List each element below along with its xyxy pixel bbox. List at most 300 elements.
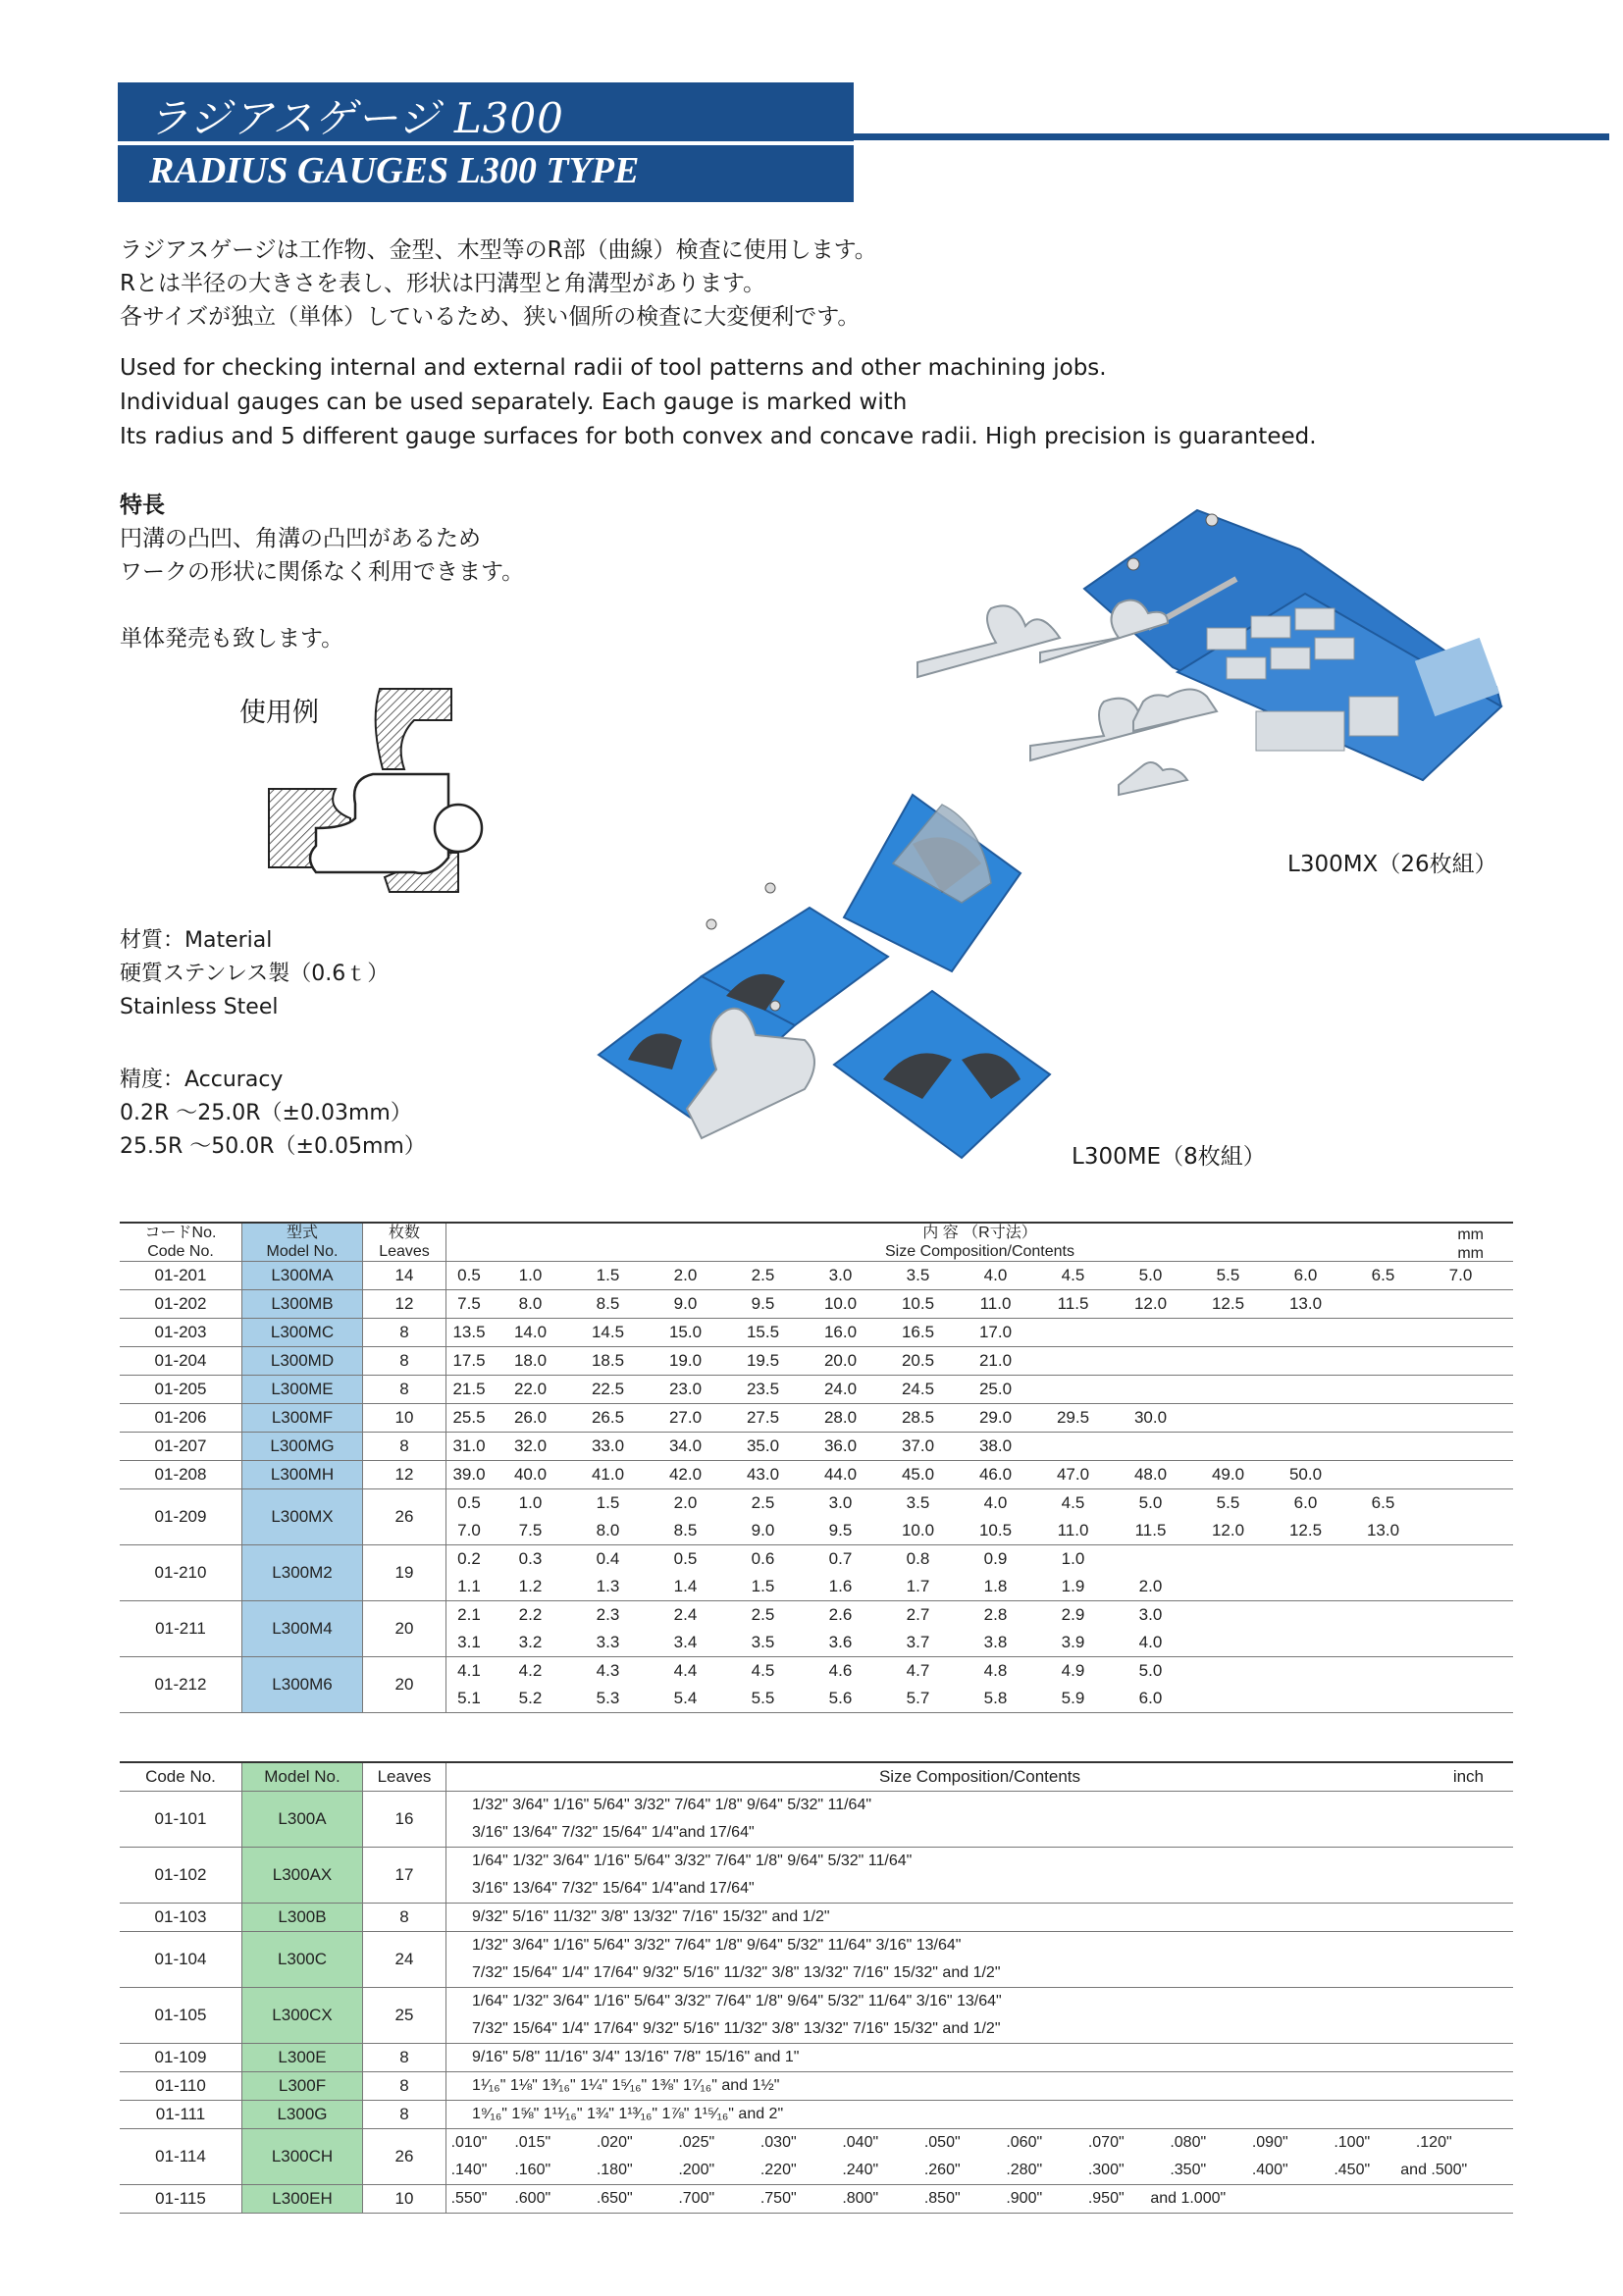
- contents-line: [446, 1347, 1513, 1375]
- caption-l300mx: L300MX（26枚組）: [1287, 852, 1497, 877]
- size-value: 3.2: [518, 1633, 543, 1651]
- code-cell: 01-105: [120, 1988, 242, 2044]
- size-value: 43.0: [746, 1465, 780, 1484]
- table-row: [120, 2185, 1513, 2214]
- contents-line: 1⁹⁄₁₆" 1⅝" 1¹¹⁄₁₆" 1¾" 1¹³⁄₁₆" 1⅞" 1¹⁵⁄₁₆" and 2": [472, 2106, 784, 2122]
- size-value: .950": [1087, 2190, 1125, 2207]
- header-leaves: [363, 1223, 446, 1262]
- contents-cell: [446, 1433, 1514, 1461]
- leaves-cell: 10: [363, 1404, 446, 1433]
- size-value: 21.5: [452, 1380, 486, 1398]
- contents-line: 9/16" 5/8" 11/16" 3/4" 13/16" 7/8" 15/16" and 1": [472, 2049, 800, 2065]
- model-cell: L300F: [242, 2072, 363, 2101]
- model-cell: L300CX: [242, 1988, 363, 2044]
- size-value: 14.5: [591, 1323, 625, 1341]
- size-value: .800": [842, 2190, 879, 2207]
- size-value: 0.5: [457, 1493, 481, 1512]
- model-cell: L300C: [242, 1932, 363, 1988]
- size-value: .140": [450, 2162, 488, 2178]
- contents-cell: [446, 1848, 1514, 1904]
- page-title-jp: ラジアスゲージ L300: [147, 94, 564, 142]
- size-value: 1.7: [906, 1577, 930, 1595]
- size-value: .450": [1334, 2162, 1371, 2178]
- contents-cell: [446, 1461, 1514, 1489]
- intro-en-line: Used for checking internal and external radii of tool patterns and other machining jobs.: [120, 355, 1107, 381]
- metric-table-header: [120, 1223, 1513, 1262]
- size-value: 45.0: [901, 1465, 935, 1484]
- size-value: 29.5: [1056, 1408, 1090, 1427]
- size-value: 3.4: [673, 1633, 698, 1651]
- size-value: 14.0: [513, 1323, 548, 1341]
- contents-line: [446, 1573, 1513, 1600]
- header-code: [120, 1223, 242, 1262]
- size-value: 4.5: [1061, 1493, 1085, 1512]
- size-value: 2.2: [518, 1605, 543, 1624]
- size-value: 11.0: [1057, 1521, 1089, 1539]
- size-value: 1.5: [596, 1266, 620, 1284]
- header-code: Code No.: [120, 1762, 242, 1792]
- size-value: .300": [1087, 2162, 1125, 2178]
- size-value: 8.5: [673, 1521, 698, 1539]
- header-unit: [1457, 1226, 1484, 1263]
- contents-line: [446, 2129, 1511, 2157]
- size-value: 30.0: [1133, 1408, 1168, 1427]
- header-model-jp: 型式: [286, 1225, 318, 1241]
- size-value: 3.6: [828, 1633, 853, 1651]
- size-value: 27.5: [746, 1408, 780, 1427]
- accuracy-range-1: 0.2R ～25.0R（±0.03mm）: [120, 1101, 412, 1125]
- code-cell: 01-207: [120, 1433, 242, 1461]
- code-cell: 01-206: [120, 1404, 242, 1433]
- metric-table: [120, 1222, 1513, 1713]
- size-value: 11.0: [979, 1294, 1012, 1313]
- size-value: .180": [596, 2162, 633, 2178]
- size-value: 0.6: [751, 1549, 775, 1568]
- size-value: 39.0: [452, 1465, 486, 1484]
- size-value: .080": [1170, 2134, 1207, 2151]
- header-leaves-en: Leaves: [379, 1243, 430, 1260]
- header-model: [242, 1223, 363, 1262]
- size-value: 5.0: [1138, 1493, 1163, 1512]
- contents-cell: [446, 2044, 1514, 2072]
- size-value: 5.8: [983, 1689, 1008, 1707]
- size-value: 2.5: [751, 1605, 775, 1624]
- size-value: .160": [514, 2162, 551, 2178]
- contents-line: 1¹⁄₁₆" 1⅛" 1³⁄₁₆" 1¼" 1⁵⁄₁₆" 1⅜" 1⁷⁄₁₆" and 1½": [472, 2077, 780, 2094]
- size-value: 4.8: [983, 1661, 1008, 1680]
- contents-cell: [446, 1792, 1514, 1848]
- code-cell: 01-205: [120, 1376, 242, 1404]
- size-value: .700": [678, 2190, 715, 2207]
- size-value: 20.5: [901, 1351, 935, 1370]
- size-value: 5.4: [673, 1689, 698, 1707]
- size-value: 5.6: [828, 1689, 853, 1707]
- size-value: 16.0: [823, 1323, 858, 1341]
- material-jp: 硬質ステンレス製（0.6ｔ）: [120, 962, 390, 986]
- size-value: 2.4: [673, 1605, 698, 1624]
- size-value: 40.0: [513, 1465, 548, 1484]
- size-value: 0.7: [828, 1549, 853, 1568]
- size-value: 13.5: [452, 1323, 486, 1341]
- size-value: 1.9: [1061, 1577, 1085, 1595]
- header-contents: [446, 1223, 1514, 1262]
- size-value: 3.8: [983, 1633, 1008, 1651]
- code-cell: 01-211: [120, 1601, 242, 1657]
- size-value: 9.5: [751, 1294, 775, 1313]
- leaves-cell: 20: [363, 1601, 446, 1657]
- contents-line: [446, 1376, 1513, 1403]
- size-value: 4.3: [596, 1661, 620, 1680]
- size-value: .850": [923, 2190, 961, 2207]
- size-value: 4.0: [1138, 1633, 1163, 1651]
- inch-table-header: [120, 1762, 1513, 1792]
- size-value: 1.0: [1061, 1549, 1085, 1568]
- table-row: [120, 1489, 1513, 1545]
- size-value: 4.9: [1061, 1661, 1085, 1680]
- table-row: [120, 1319, 1513, 1347]
- size-value: 4.5: [1061, 1266, 1085, 1284]
- size-value: 0.5: [457, 1266, 481, 1284]
- model-cell: L300EH: [242, 2185, 363, 2214]
- leaves-cell: 20: [363, 1657, 446, 1713]
- size-value: .100": [1334, 2134, 1371, 2151]
- size-value: 31.0: [452, 1436, 486, 1455]
- leaves-cell: 8: [363, 1319, 446, 1347]
- size-value: 8.0: [518, 1294, 543, 1313]
- caption-l300me: L300ME（8枚組）: [1072, 1144, 1266, 1170]
- size-value: .070": [1087, 2134, 1125, 2151]
- contents-cell: [446, 1489, 1514, 1545]
- size-value: 3.1: [457, 1633, 481, 1651]
- size-value: .220": [759, 2162, 797, 2178]
- contents-cell: [446, 1290, 1514, 1319]
- size-value: 4.0: [983, 1266, 1008, 1284]
- size-value: 23.0: [668, 1380, 703, 1398]
- size-value: 18.0: [513, 1351, 548, 1370]
- code-cell: 01-209: [120, 1489, 242, 1545]
- size-value: 15.5: [746, 1323, 780, 1341]
- size-value: 36.0: [823, 1436, 858, 1455]
- size-value: 5.5: [1216, 1493, 1240, 1512]
- contents-line: [446, 1545, 1513, 1573]
- features-line: ワークの形状に関係なく利用できます。: [120, 559, 525, 585]
- header-model: Model No.: [242, 1762, 363, 1792]
- contents-line: 3/16" 13/64" 7/32" 15/64" 1/4"and 17/64": [472, 1824, 755, 1841]
- contents-cell: [446, 2072, 1514, 2101]
- size-value: 2.5: [751, 1493, 775, 1512]
- size-value: 4.5: [751, 1661, 775, 1680]
- code-cell: 01-204: [120, 1347, 242, 1376]
- contents-cell: [446, 1404, 1514, 1433]
- contents-line: 1/32" 3/64" 1/16" 5/64" 3/32" 7/64" 1/8" 9/64" 5/32" 11/64": [472, 1797, 872, 1813]
- size-value: 5.2: [518, 1689, 543, 1707]
- size-value: 20.0: [823, 1351, 858, 1370]
- code-cell: 01-109: [120, 2044, 242, 2072]
- size-value: 0.8: [906, 1549, 930, 1568]
- features-line: 円溝の凸凹、角溝の凸凹があるため: [120, 526, 481, 551]
- table-row: [120, 1347, 1513, 1376]
- leaves-cell: 26: [363, 2129, 446, 2185]
- header-contents: [446, 1762, 1514, 1792]
- contents-cell: [446, 1545, 1514, 1601]
- size-value: 18.5: [591, 1351, 625, 1370]
- size-value: 3.9: [1061, 1633, 1085, 1651]
- contents-line: 3/16" 13/64" 7/32" 15/64" 1/4"and 17/64": [472, 1880, 755, 1897]
- code-cell: 01-101: [120, 1792, 242, 1848]
- size-value: .400": [1251, 2162, 1288, 2178]
- size-value: 4.7: [906, 1661, 930, 1680]
- size-value: .015": [514, 2134, 551, 2151]
- leaves-cell: 24: [363, 1932, 446, 1988]
- size-value: 19.0: [668, 1351, 703, 1370]
- code-cell: 01-111: [120, 2101, 242, 2129]
- table-row: [120, 1657, 1513, 1713]
- page-title-en: RADIUS GAUGES L300 TYPE: [149, 150, 640, 191]
- size-value: 2.0: [1138, 1577, 1163, 1595]
- contents-cell: [446, 2129, 1514, 2185]
- size-value: 5.5: [751, 1689, 775, 1707]
- contents-line: [446, 1489, 1513, 1517]
- size-value: 8.5: [596, 1294, 620, 1313]
- table-row: [120, 1601, 1513, 1657]
- contents-cell: [446, 1262, 1514, 1290]
- size-value: 3.0: [1138, 1605, 1163, 1624]
- size-value: 0.9: [983, 1549, 1008, 1568]
- size-value: 37.0: [901, 1436, 935, 1455]
- size-value: 50.0: [1288, 1465, 1323, 1484]
- size-value: 3.5: [751, 1633, 775, 1651]
- model-cell: L300MC: [242, 1319, 363, 1347]
- size-value: 3.3: [596, 1633, 620, 1651]
- table-row: [120, 2072, 1513, 2101]
- table-row: [120, 1545, 1513, 1601]
- table-row: [120, 1433, 1513, 1461]
- size-value: 5.1: [457, 1689, 481, 1707]
- code-cell: 01-103: [120, 1904, 242, 1932]
- size-value: 0.2: [457, 1549, 481, 1568]
- table-row: [120, 1262, 1513, 1290]
- contents-line: 7/32" 15/64" 1/4" 17/64" 9/32" 5/16" 11/32" 3/8" 13/32" 7/16" 15/32" and 1/2": [472, 1964, 1001, 1981]
- leaves-cell: 10: [363, 2185, 446, 2214]
- l300mx-product-image: [913, 500, 1521, 834]
- code-cell: 01-203: [120, 1319, 242, 1347]
- size-value: 8.0: [596, 1521, 620, 1539]
- contents-line: 9/32" 5/16" 11/32" 3/8" 13/32" 7/16" 15/32" and 1/2": [472, 1908, 830, 1925]
- size-value: 44.0: [823, 1465, 858, 1484]
- intro-jp-line: Rとは半径の大きさを表し、形状は円溝型と角溝型があります。: [120, 271, 766, 296]
- contents-line: 1/32" 3/64" 1/16" 5/64" 3/32" 7/64" 1/8" 9/64" 5/32" 11/64" 3/16" 13/64": [472, 1937, 962, 1954]
- header-contents-label: Size Composition/Contents: [878, 1767, 1081, 1786]
- leaves-cell: 8: [363, 1433, 446, 1461]
- size-value: 2.0: [673, 1493, 698, 1512]
- code-cell: 01-208: [120, 1461, 242, 1489]
- leaves-cell: 8: [363, 1904, 446, 1932]
- size-value: 6.5: [1371, 1266, 1395, 1284]
- size-value: 7.0: [1448, 1266, 1473, 1284]
- size-value: 23.5: [746, 1380, 780, 1398]
- size-value: 4.0: [983, 1493, 1008, 1512]
- table-row: [120, 1904, 1513, 1932]
- size-value: 7.5: [518, 1521, 543, 1539]
- size-value: .120": [1415, 2134, 1452, 2151]
- size-value: 2.6: [828, 1605, 853, 1624]
- size-value: 17.0: [978, 1323, 1013, 1341]
- contents-line: [446, 1685, 1513, 1712]
- leaves-cell: 17: [363, 1848, 446, 1904]
- intro-jp-line: ラジアスゲージは工作物、金型、木型等のR部（曲線）検査に使用します。: [120, 237, 877, 263]
- contents-line: 1/64" 1/32" 3/64" 1/16" 5/64" 3/32" 7/64" 1/8" 9/64" 5/32" 11/64": [472, 1852, 913, 1869]
- size-value: .750": [759, 2190, 797, 2207]
- size-value: .900": [1006, 2190, 1043, 2207]
- size-value: 33.0: [591, 1436, 625, 1455]
- contents-line: [446, 1461, 1513, 1488]
- contents-line: [446, 1629, 1513, 1656]
- header-code-en: Code No.: [147, 1243, 214, 1260]
- contents-line: [446, 2185, 1511, 2213]
- table-row: [120, 2101, 1513, 2129]
- size-value: .040": [842, 2134, 879, 2151]
- size-value: 2.0: [673, 1266, 698, 1284]
- size-value: 2.9: [1061, 1605, 1085, 1624]
- size-value: 12.5: [1211, 1294, 1245, 1313]
- model-cell: L300MD: [242, 1347, 363, 1376]
- size-value: .025": [678, 2134, 715, 2151]
- leaves-cell: 12: [363, 1290, 446, 1319]
- size-value: 21.0: [978, 1351, 1013, 1370]
- model-cell: L300B: [242, 1904, 363, 1932]
- model-cell: L300MB: [242, 1290, 363, 1319]
- size-value: 22.0: [513, 1380, 548, 1398]
- size-value: 5.5: [1216, 1266, 1240, 1284]
- table-row: [120, 1988, 1513, 2044]
- size-value: 7.0: [457, 1521, 481, 1539]
- leaves-cell: 19: [363, 1545, 446, 1601]
- size-value: 1.0: [518, 1493, 543, 1512]
- size-value: 32.0: [513, 1436, 548, 1455]
- contents-cell: [446, 1904, 1514, 1932]
- size-value: 48.0: [1133, 1465, 1168, 1484]
- code-cell: 01-212: [120, 1657, 242, 1713]
- contents-cell: [446, 1376, 1514, 1404]
- table-row: [120, 1792, 1513, 1848]
- header-code-jp: コードNo.: [144, 1225, 217, 1241]
- leaves-cell: 14: [363, 1262, 446, 1290]
- contents-cell: [446, 1347, 1514, 1376]
- size-value: 4.6: [828, 1661, 853, 1680]
- size-value: 3.0: [828, 1493, 853, 1512]
- size-value: 10.5: [901, 1294, 935, 1313]
- size-value: 10.5: [978, 1521, 1013, 1539]
- size-value: 7.5: [457, 1294, 481, 1313]
- material-block: [120, 924, 389, 1024]
- size-value: 1.0: [518, 1266, 543, 1284]
- model-cell: L300MA: [242, 1262, 363, 1290]
- model-cell: L300MG: [242, 1433, 363, 1461]
- size-value: 38.0: [978, 1436, 1013, 1455]
- size-value: 49.0: [1211, 1465, 1245, 1484]
- model-cell: L300MX: [242, 1489, 363, 1545]
- size-value: and .500": [1400, 2162, 1468, 2178]
- code-cell: 01-102: [120, 1848, 242, 1904]
- contents-cell: [446, 2101, 1514, 2129]
- size-value: 6.0: [1293, 1266, 1318, 1284]
- intro-en-line: Individual gauges can be used separately. Each gauge is marked with: [120, 390, 908, 415]
- leaves-cell: 26: [363, 1489, 446, 1545]
- size-value: 6.0: [1293, 1493, 1318, 1512]
- size-value: .010": [450, 2134, 488, 2151]
- size-value: 13.0: [1288, 1294, 1323, 1313]
- size-value: 26.5: [591, 1408, 625, 1427]
- contents-line: [446, 1319, 1513, 1346]
- size-value: .650": [596, 2190, 633, 2207]
- size-value: 2.1: [457, 1605, 481, 1624]
- table-row: [120, 2044, 1513, 2072]
- model-cell: L300G: [242, 2101, 363, 2129]
- table-row: [120, 1461, 1513, 1489]
- model-cell: L300CH: [242, 2129, 363, 2185]
- contents-line: 7/32" 15/64" 1/4" 17/64" 9/32" 5/16" 11/32" 3/8" 13/32" 7/16" 15/32" and 1/2": [472, 2020, 1001, 2037]
- size-value: .350": [1170, 2162, 1207, 2178]
- size-value: 19.5: [746, 1351, 780, 1370]
- size-value: 27.0: [668, 1408, 703, 1427]
- size-value: 13.0: [1366, 1521, 1400, 1539]
- header-model-en: Model No.: [266, 1243, 339, 1260]
- size-value: .240": [842, 2162, 879, 2178]
- size-value: 9.5: [828, 1521, 853, 1539]
- size-value: 10.0: [901, 1521, 935, 1539]
- contents-line: [446, 1517, 1513, 1544]
- accuracy-block: [120, 1064, 426, 1164]
- header-unit-2: mm: [1457, 1245, 1484, 1262]
- usage-example-diagram: [257, 681, 493, 907]
- size-value: 3.0: [828, 1266, 853, 1284]
- model-cell: L300M6: [242, 1657, 363, 1713]
- size-value: 3.7: [906, 1633, 930, 1651]
- size-value: 12.5: [1288, 1521, 1323, 1539]
- size-value: 28.0: [823, 1408, 858, 1427]
- size-value: .280": [1006, 2162, 1043, 2178]
- intro-en: [120, 351, 1317, 454]
- size-value: 1.1: [457, 1577, 481, 1595]
- size-value: 1.8: [983, 1577, 1008, 1595]
- size-value: 5.0: [1138, 1661, 1163, 1680]
- size-value: 4.4: [673, 1661, 698, 1680]
- material-en: Stainless Steel: [120, 995, 279, 1019]
- size-value: 28.5: [901, 1408, 935, 1427]
- size-value: 0.5: [673, 1549, 698, 1568]
- code-cell: 01-202: [120, 1290, 242, 1319]
- header-contents-en: Size Composition/Contents: [885, 1243, 1074, 1260]
- code-cell: 01-210: [120, 1545, 242, 1601]
- size-value: 3.5: [906, 1493, 930, 1512]
- intro-jp: [120, 234, 877, 334]
- leaves-cell: 16: [363, 1792, 446, 1848]
- leaves-cell: 8: [363, 1376, 446, 1404]
- model-cell: L300AX: [242, 1848, 363, 1904]
- accuracy-label: 精度：Accuracy: [120, 1068, 284, 1092]
- size-value: 42.0: [668, 1465, 703, 1484]
- size-value: 6.0: [1138, 1689, 1163, 1707]
- contents-cell: [446, 1932, 1514, 1988]
- model-cell: L300MF: [242, 1404, 363, 1433]
- size-value: 10.0: [823, 1294, 858, 1313]
- material-label: 材質：Material: [120, 928, 273, 953]
- code-cell: 01-115: [120, 2185, 242, 2214]
- size-value: 24.0: [823, 1380, 858, 1398]
- code-cell: 01-110: [120, 2072, 242, 2101]
- model-cell: L300A: [242, 1792, 363, 1848]
- size-value: 11.5: [1057, 1294, 1089, 1313]
